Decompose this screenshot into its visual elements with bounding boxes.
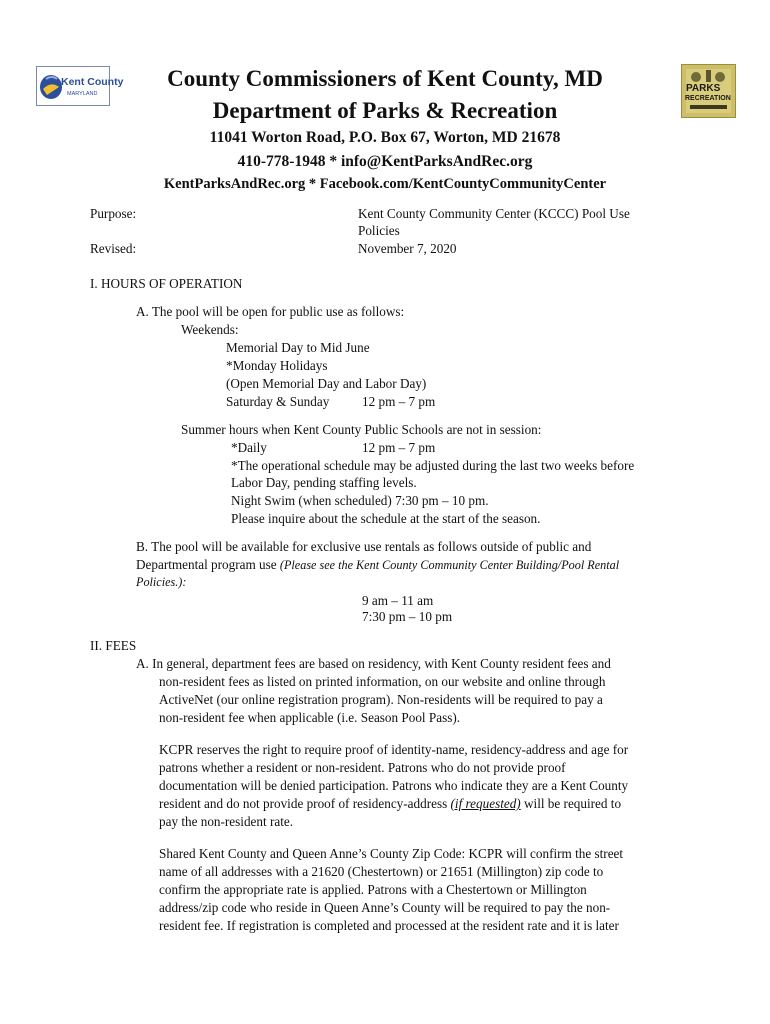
rental-time1: 9 am – 11 am — [362, 593, 434, 608]
weekend-line2: *Monday Holidays — [226, 358, 328, 373]
fees-p2-line4 — [159, 795, 621, 813]
page-title-line1: County Commissioners of Kent County, MD — [167, 66, 603, 91]
fees-p1-line1: A. In general, department fees are based on residency, with Kent County resident fees and — [136, 656, 611, 671]
fees-p2-line1: KCPR reserves the right to require proof of identity-name, residency-address and age for — [159, 742, 629, 757]
summer-hours-intro: Summer hours when Kent County Public Schools are not in session: — [181, 422, 542, 437]
section1-heading: I. HOURS OF OPERATION — [90, 276, 243, 291]
purpose-value-line1: Kent County Community Center (KCCC) Pool Use — [358, 206, 630, 221]
section1-a-intro: A. The pool will be open for public use as follows: — [136, 304, 405, 319]
fees-p3-line1: Shared Kent County and Queen Anne’s County Zip Code: KCPR will confirm the street — [159, 846, 624, 861]
summer-line2: *The operational schedule may be adjusted during the last two weeks before — [231, 458, 635, 473]
summer-line5: Please inquire about the schedule at the start of the season. — [231, 511, 541, 526]
fees-p2-line4-c: will be required to — [520, 796, 622, 811]
summer-line4: Night Swim (when scheduled) 7:30 pm – 10 pm. — [231, 493, 489, 508]
if-requested-text: (if requested) — [450, 796, 521, 811]
weekend-time: 12 pm – 7 pm — [362, 394, 436, 409]
weekend-line1: Memorial Day to Mid June — [226, 340, 370, 355]
section1-b-line2 — [136, 556, 619, 574]
section1-b-line2-italic: (Please see the Kent County Community Center Building/Pool Rental — [279, 558, 620, 572]
logo-parks-text: PARKS — [686, 83, 721, 94]
summer-daily-time: 12 pm – 7 pm — [362, 440, 436, 455]
contact-line: 410-778-1948 * info@KentParksAndRec.org — [237, 153, 533, 170]
address: 11041 Worton Road, P.O. Box 67, Worton, MD 21678 — [209, 129, 561, 146]
revised-label: Revised: — [90, 241, 137, 256]
summer-line3: Labor Day, pending staffing levels. — [231, 475, 417, 490]
page-title-line2: Department of Parks & Recreation — [212, 98, 558, 123]
fees-p2-line4-a: resident and do not provide proof of residency-address — [159, 796, 451, 811]
fees-p3-line4: address/zip code who reside in Queen Anne’s County will be required to pay the non- — [159, 900, 611, 915]
purpose-value-line2: Policies — [358, 223, 400, 238]
fees-p3-line3: confirm the appropriate rate is applied. Patrons with a Chestertown or Millington — [159, 882, 587, 897]
weekends-label: Weekends: — [181, 322, 239, 337]
logo-recreation-text: RECREATION — [685, 95, 731, 102]
section1-b-line2-normal: Departmental program use — [136, 557, 280, 572]
fees-p1-line3: ActiveNet (our online registration program). Non-residents will be required to pay a — [159, 692, 603, 707]
section1-b-line3: Policies.): — [136, 575, 187, 589]
fees-p2-line3: documentation will be denied participation. Patrons who indicate they are a Kent County — [159, 778, 629, 793]
weekend-line3: (Open Memorial Day and Labor Day) — [226, 376, 427, 391]
rental-time2: 7:30 pm – 10 pm — [362, 609, 453, 624]
web-line: KentParksAndRec.org * Facebook.com/KentCountyCommunityCenter — [163, 176, 607, 192]
weekend-days: Saturday & Sunday — [226, 394, 330, 409]
logo-kent-text: Kent County — [61, 76, 124, 88]
purpose-label: Purpose: — [90, 206, 137, 221]
fees-p1-line4: non-resident fee when applicable (i.e. Season Pool Pass). — [159, 710, 461, 725]
logo-maryland-text: MARYLAND — [67, 91, 98, 97]
fees-p1-line2: non-resident fees as listed on printed information, on our website and online through — [159, 674, 606, 689]
fees-p2-line2: patrons whether a resident or non-resident. Patrons who do not provide proof — [159, 760, 566, 775]
fees-p3-line2: name of all addresses with a 21620 (Chestertown) or 21651 (Millington) zip code to — [159, 864, 604, 879]
section1-b-line1: B. The pool will be available for exclusive use rentals as follows outside of public and — [136, 539, 592, 554]
fees-p2-line5: pay the non-resident rate. — [159, 814, 294, 829]
revised-value: November 7, 2020 — [358, 241, 457, 256]
section2-heading: II. FEES — [90, 638, 137, 653]
fees-p3-line5: resident fee. If registration is completed and processed at the resident rate and it is later — [159, 918, 619, 933]
summer-daily-label: *Daily — [231, 440, 267, 455]
